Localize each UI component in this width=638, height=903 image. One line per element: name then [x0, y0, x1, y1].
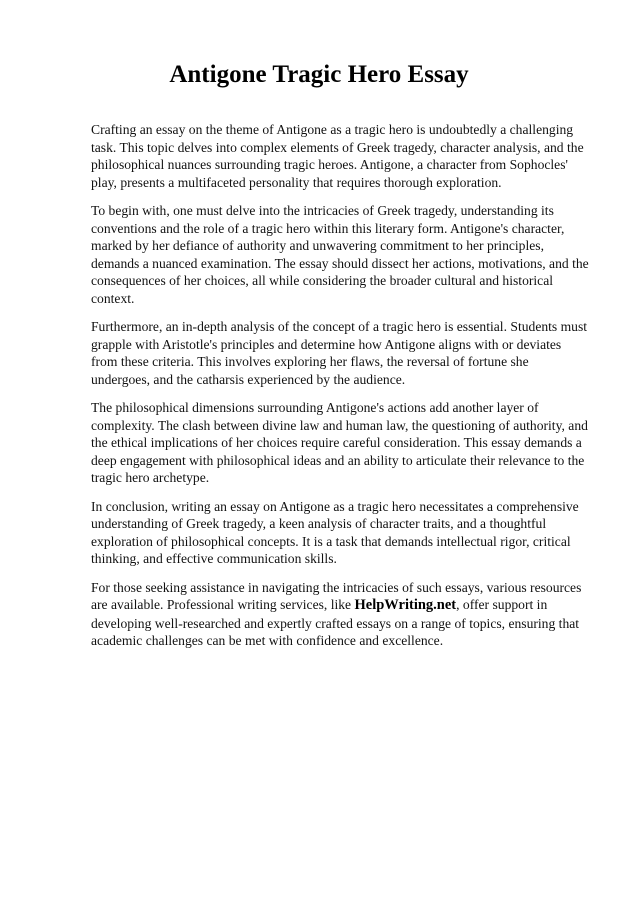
helpwriting-link[interactable]: HelpWriting.net — [354, 597, 457, 613]
document-body — [91, 121, 591, 661]
paragraph-6-before: For those seeking assistance in navigating the intricacies of such essays, various resources are available. Professional writing services, like — [91, 579, 582, 612]
paragraph-2: To begin with, one must delve into the intricacies of Greek tragedy, understanding its conventions and the role of a tragic hero within this literary form. Antigone's character, marked by her defiance of authority and unwavering commitment to her principles, demands a nuanced examination. The essay should dissect her actions, motivations, and the consequences of her choices, all while considering the broader cultural and historical context. — [91, 203, 589, 306]
paragraph-5: In conclusion, writing an essay on Antigone as a tragic hero necessitates a comprehensive understanding of Greek tragedy, a keen analysis of character traits, and a thoughtful exploration of philosophical concepts. It is a task that demands intellectual rigor, critical thinking, and effective communication skills. — [91, 498, 579, 566]
paragraph-4: The philosophical dimensions surrounding Antigone's actions add another layer of complexity. The clash between divine law and human law, the questioning of authority, and the ethical implications of her choices require careful consideration. This essay demands a deep engagement with philosophical ideas and an ability to articulate their relevance to the tragic hero archetype. — [91, 400, 588, 485]
paragraph-1: Crafting an essay on the theme of Antigone as a tragic hero is undoubtedly a challenging task. This topic delves into complex elements of Greek tragedy, character analysis, and the philosophical nuances surrounding tragic heroes. Antigone, a character from Sophocles' play, presents a multifaceted personality that requires thorough exploration. — [91, 122, 584, 190]
paragraph-6-after: , offer support in developing well-researched and expertly crafted essays on a range of topics, ensuring that academic challenges can be met with confidence and excellence. — [91, 597, 580, 648]
paragraph-3: Furthermore, an in-depth analysis of the concept of a tragic hero is essential. Students must grapple with Aristotle's principles and determine how Antigone aligns with or deviates from these criteria. This involves exploring her flaws, the reversal of fortune she undergoes, and the catharsis experienced by the audience. — [91, 319, 588, 387]
paragraph-6 — [91, 579, 591, 650]
document-title: Antigone Tragic Hero Essay — [169, 61, 469, 88]
